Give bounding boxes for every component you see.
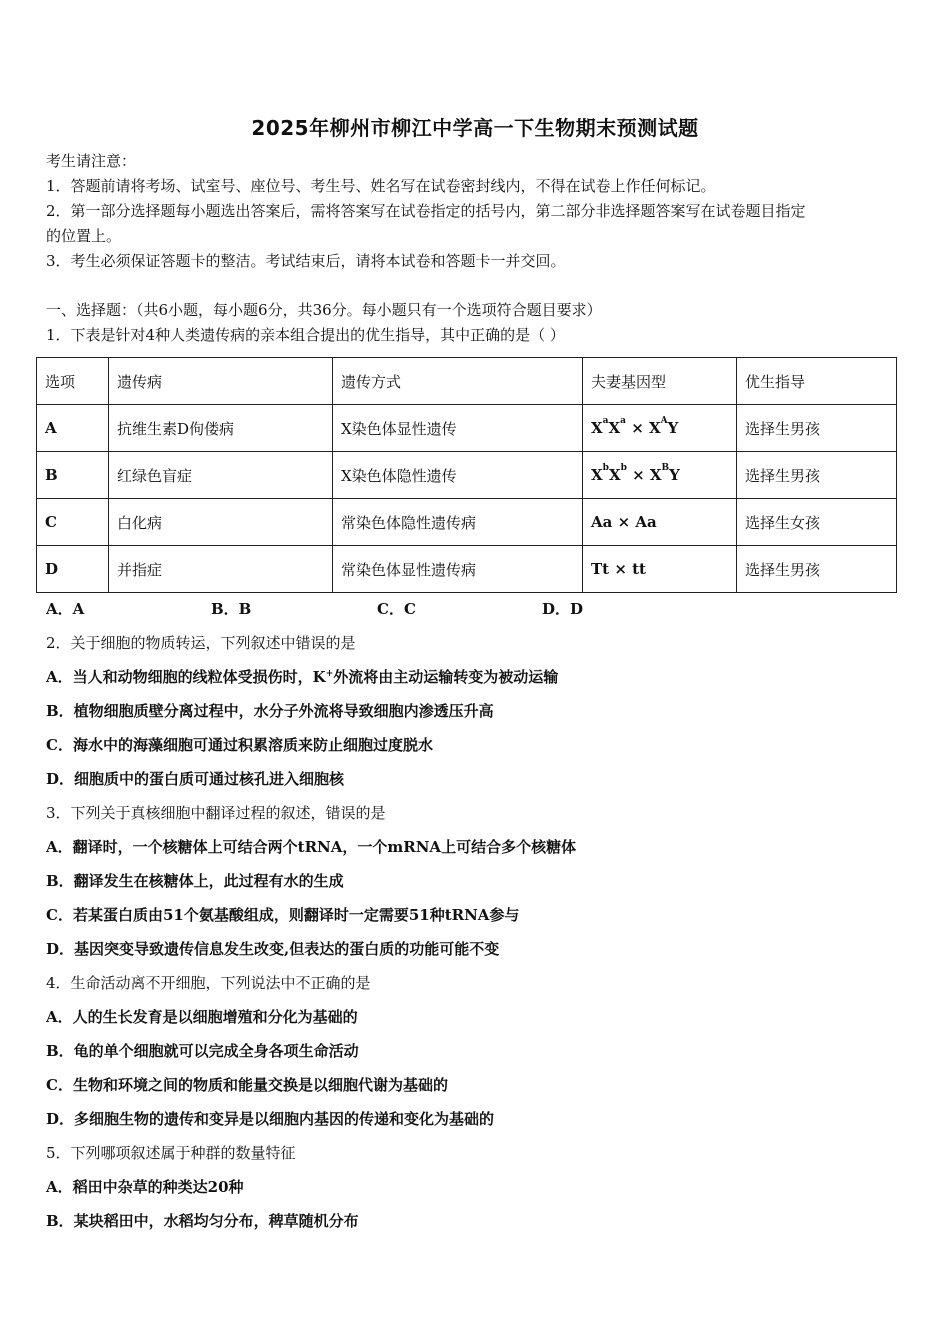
disease-cell: 红绿色盲症 (109, 452, 333, 499)
genotype-part: × X (625, 419, 661, 437)
disease-cell: 白化病 (109, 499, 333, 546)
choice-a[interactable] (46, 667, 558, 687)
choice-d[interactable]: D．细胞质中的蛋白质可通过核孔进入细胞核 (46, 770, 345, 788)
choice-b[interactable]: B．B (211, 600, 252, 618)
genetics-table (36, 357, 897, 593)
choice-c[interactable]: C．海水中的海藻细胞可通过积累溶质来防止细胞过度脱水 (46, 736, 433, 754)
option-cell: D (37, 546, 109, 593)
choice-a[interactable]: A．人的生长发育是以细胞增殖和分化为基础的 (46, 1008, 358, 1026)
mode-cell: 常染色体显性遗传病 (333, 546, 583, 593)
option-cell: A (37, 405, 109, 452)
genotype-sup: a (620, 416, 626, 426)
genotype-sup: b (620, 463, 627, 473)
choice-c[interactable]: C．生物和环境之间的物质和能量交换是以细胞代谢为基础的 (46, 1076, 448, 1094)
choice-b[interactable]: B．龟的单个细胞就可以完成全身各项生命活动 (46, 1042, 359, 1060)
choice-b[interactable]: B．某块稻田中，水稻均匀分布，稗草随机分布 (46, 1212, 359, 1230)
genotype-cell (583, 452, 737, 499)
question-3-stem: 3．下列关于真核细胞中翻译过程的叙述，错误的是 (46, 804, 386, 822)
page-title: 2025年柳州市柳江中学高一下生物期末预测试题 (251, 116, 699, 140)
notice-item: 3．考生必须保证答题卡的整洁。考试结束后，请将本试卷和答题卡一并交回。 (46, 252, 566, 270)
question-2-stem: 2．关于细胞的物质转运，下列叙述中错误的是 (46, 634, 356, 652)
table-row (37, 405, 897, 452)
table-header-cell: 遗传方式 (333, 358, 583, 405)
genotype-sup: A (660, 416, 668, 426)
table-header-cell: 遗传病 (109, 358, 333, 405)
table-header-cell: 夫妻基因型 (583, 358, 737, 405)
genotype-cell: Aa × Aa (583, 499, 737, 546)
superscript: + (325, 669, 334, 679)
genotype-part: Y (669, 466, 680, 484)
table-row (37, 546, 897, 593)
advice-cell: 选择生女孩 (737, 499, 897, 546)
question-1-choices (46, 599, 666, 619)
table-row (37, 452, 897, 499)
table-header-cell: 优生指导 (737, 358, 897, 405)
option-cell: C (37, 499, 109, 546)
genotype-sup: B (661, 463, 670, 473)
choice-b[interactable]: B．植物细胞质壁分离过程中，水分子外流将导致细胞内渗透压升高 (46, 702, 494, 720)
choice-text: A．当人和动物细胞的线粒体受损伤时，K (46, 668, 326, 686)
choice-d[interactable]: D．多细胞生物的遗传和变异是以细胞内基因的传递和变化为基础的 (46, 1110, 495, 1128)
choice-d[interactable]: D．D (542, 600, 584, 618)
question-1-stem: 1．下表是针对4种人类遗传病的亲本组合提出的优生指导，其中正确的是（ ） (46, 326, 565, 344)
notice-heading: 考生请注意： (46, 152, 137, 170)
choice-text: 外流将由主动运输转变为被动运输 (333, 668, 559, 686)
table-header-row (37, 358, 897, 405)
genotype-part: X (591, 419, 603, 437)
advice-cell: 选择生男孩 (737, 546, 897, 593)
genotype-part: X (591, 466, 603, 484)
genotype-part: X (608, 466, 621, 484)
genotype-part: Y (667, 419, 679, 437)
choice-c[interactable]: C．C (377, 600, 416, 618)
advice-cell: 选择生男孩 (737, 405, 897, 452)
genotype-cell: Tt × tt (583, 546, 737, 593)
genotype-sup: b (602, 463, 609, 473)
table-row (37, 499, 897, 546)
notice-item: 2．第一部分选择题每小题选出答案后，需将答案写在试卷指定的括号内，第二部分非选择题答案写在试卷题目指定 (46, 202, 806, 220)
choice-c[interactable]: C．若某蛋白质由51个氨基酸组成，则翻译时一定需要51种tRNA参与 (46, 906, 520, 924)
mode-cell: 常染色体隐性遗传病 (333, 499, 583, 546)
choice-a[interactable]: A．翻译时，一个核糖体上可结合两个tRNA，一个mRNA上可结合多个核糖体 (46, 838, 577, 856)
choice-a[interactable]: A．稻田中杂草的种类达20种 (46, 1178, 244, 1196)
question-4-stem: 4．生命活动离不开细胞，下列说法中不正确的是 (46, 974, 371, 992)
mode-cell: X染色体隐性遗传 (333, 452, 583, 499)
question-5-stem: 5．下列哪项叙述属于种群的数量特征 (46, 1144, 296, 1162)
notice-item: 1．答题前请将考场、试室号、座位号、考生号、姓名写在试卷密封线内，不得在试卷上作任何标记。 (46, 177, 716, 195)
genotype-part: X (608, 419, 621, 437)
disease-cell: 抗维生素D佝偻病 (109, 405, 333, 452)
notice-item: 的位置上。 (46, 227, 122, 245)
genotype-part: × X (626, 466, 662, 484)
disease-cell: 并指症 (109, 546, 333, 593)
genotype-sup: a (602, 416, 609, 426)
mode-cell: X染色体显性遗传 (333, 405, 583, 452)
choice-a[interactable]: A．A (46, 600, 85, 618)
choice-b[interactable]: B．翻译发生在核糖体上，此过程有水的生成 (46, 872, 344, 890)
advice-cell: 选择生男孩 (737, 452, 897, 499)
genotype-cell (583, 405, 737, 452)
choice-d[interactable]: D．基因突变导致遗传信息发生改变,但表达的蛋白质的功能可能不变 (46, 940, 500, 958)
option-cell: B (37, 452, 109, 499)
section-title: 一、选择题：（共6小题，每小题6分，共36分。每小题只有一个选项符合题目要求） (46, 301, 602, 319)
table-header-cell: 选项 (37, 358, 109, 405)
